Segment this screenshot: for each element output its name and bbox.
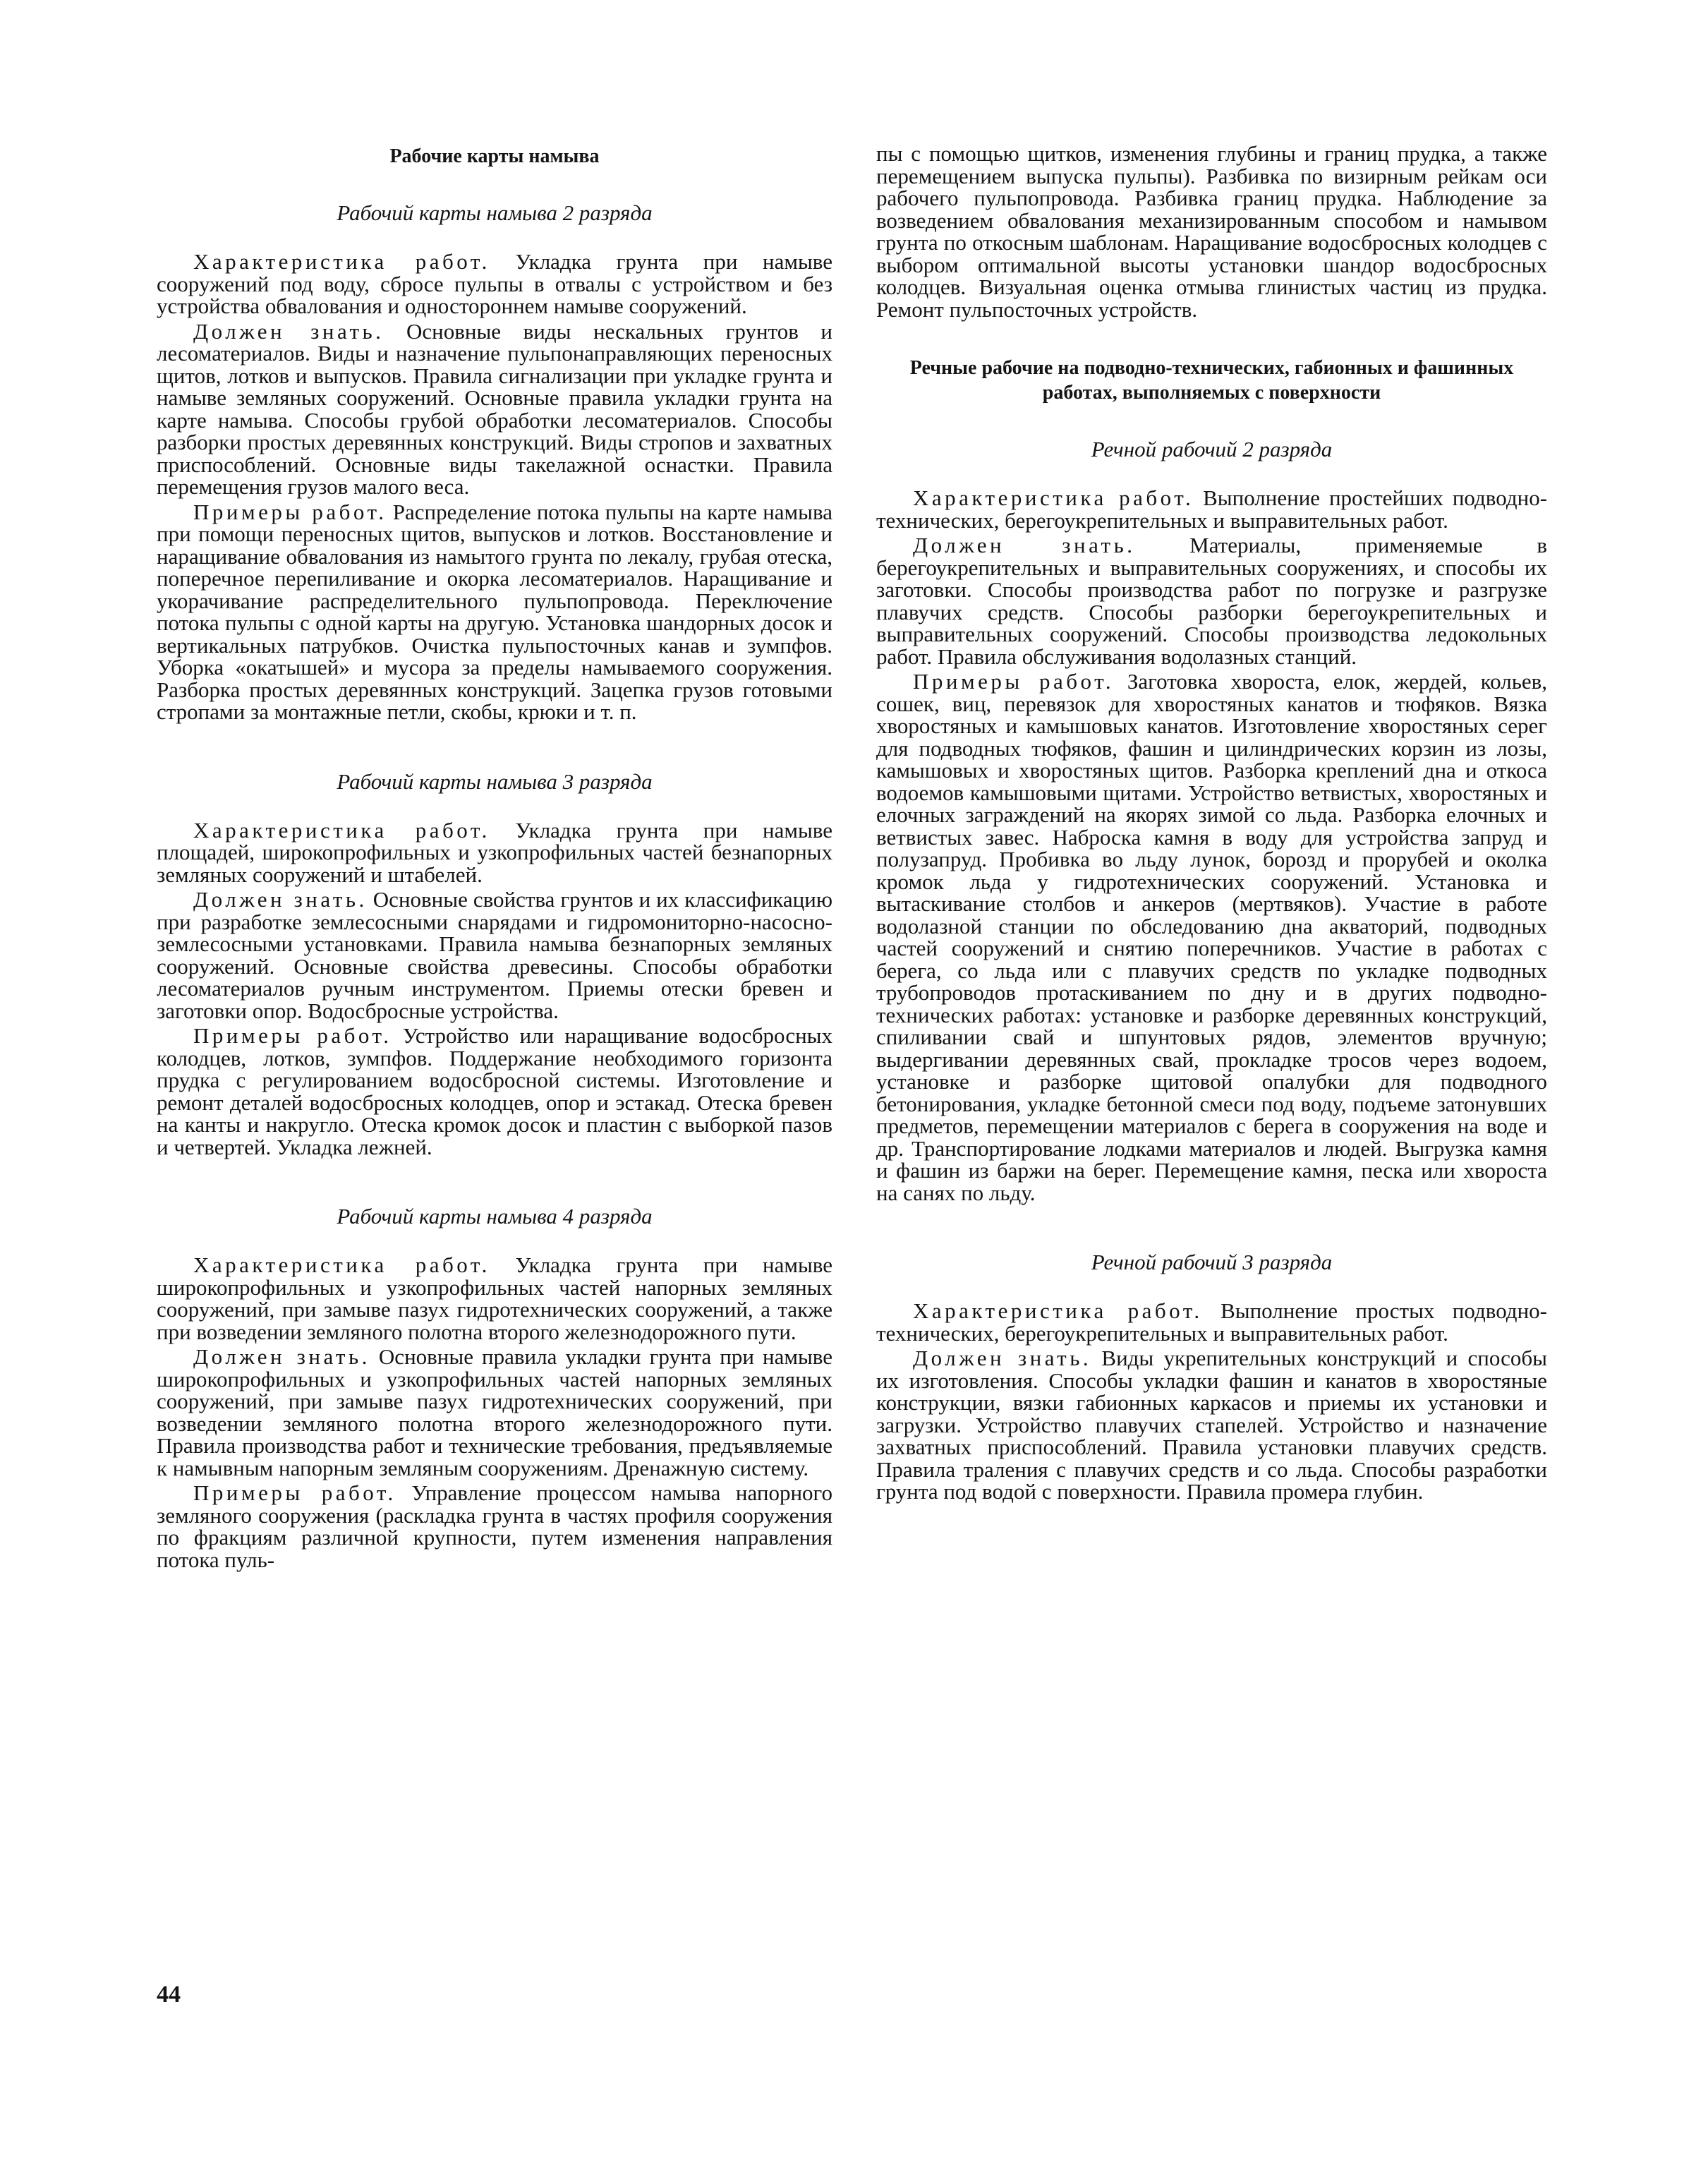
left-column [157, 144, 832, 1574]
text-must-know: Материалы, применяемые в берегоукрепительных и выправительных сооружениях, и способы их заготовки. Способы производства работ по погрузке и разгрузке плавучих средств. Способы разборки берегоукрепительных и выправительных сооружений. Способы производства ледокольных работ. Правила обслуживания водолазных станций. [876, 533, 1547, 669]
subtitle-namyv-4: Рабочий карты намыва 4 разряда [337, 1204, 653, 1229]
paragraph-characteristic [157, 250, 832, 318]
subtitle-namyv-3: Рабочий карты намыва 3 разряда [337, 768, 653, 794]
text-examples: Распределение потока пульпы на карте намыва при помощи переносных щитов, выпусков и лотков. Восстановление и наращивание обвалования из намытого грунта по лекалу, грубая отеска, поперечное перепиливание и окорка лесоматериалов. Наращивание и укорачивание распределительного пульпопровода. Переключение потока пульпы с одной карты на другую. Установка шандорных досок и вертикальных патрубков. Очистка пульпосточных канав и зумпфов. Уборка «окатышей» и мусора за пределы намываемого сооружения. Разборка простых деревянных конструкций. Зацепка грузов готовыми стропами за монтажные петли, скобы, крюки и т. п. [157, 499, 832, 724]
continued-paragraph: пы с помощью щитков, изменения глубины и границ прудка, а также перемещением выпуска пульпы). Разбивка по визирным рейкам оси рабочего пульпопровода. Разбивка границ прудка. Наблюдение за возведением обвалования механизированным способом и намывом грунта по откосным шаблонам. Наращивание водосбросных колодцев с выбором оптимальной высоты установки шандор водосбросных колодцев. Визуальная оценка отмыва глинистых частиц из прудка. Ремонт пульпосточных устройств. [876, 141, 1547, 322]
lead-characteristic: Характеристика работ. [193, 817, 490, 843]
lead-must-know: Должен знать. [913, 1346, 1092, 1370]
lead-must-know: Должен знать. [193, 887, 368, 912]
lead-examples: Примеры работ. [193, 1480, 396, 1505]
lead-must-know: Должен знать. [193, 1344, 370, 1369]
paragraph-examples [876, 670, 1547, 1204]
text-characteristic: Выполнение простейших подводно-технических, берегоукрепительных и выправительных работ. [876, 485, 1548, 533]
lead-characteristic: Характеристика работ. [913, 485, 1194, 510]
text-examples: Устройство или наращивание водосбросных колодцев, лотков, зумпфов. Поддержание необходимого горизонта прудка с регулированием водосбросной системы. Изготовление и ремонт деталей водосбросных колодцев, опор и эстакад. Отеска бревен на канты и накругло. Отеска кромок досок и пластин с выборкой пазов и четвертей. Укладка лежней. [157, 1023, 832, 1159]
page-number: 44 [157, 1981, 181, 2008]
paragraph-characteristic [157, 1254, 832, 1343]
paragraph-must-know [876, 534, 1547, 668]
paragraph-must-know [157, 320, 832, 498]
lead-must-know: Должен знать. [913, 533, 1136, 557]
right-column [876, 143, 1547, 1506]
text-examples: Управление процессом намыва напорного земляного сооружения (раскладка грунта в частях профиля сооружения по фракциям различной крупности, путем изменения направления потока пуль- [157, 1480, 832, 1572]
lead-must-know: Должен знать. [193, 318, 384, 344]
text-examples: Заготовка хвороста, елок, жердей, кольев, сошек, виц, перевязок для хворостяных канатов и тюфяков. Вязка хворостяных и камышовых канатов. Изготовление хворостяных серег для подводных тюфяков, фашин и цилиндрических корзин из лозы, камышовых и хворостяных щитов. Разборка креплений дна и откоса водоемов камышовыми щитами. Устройство ветвистых, хворостяных и елочных заграждений на якорях зимой со льда. Разборка елочных и ветвистых завес. Наброска камня в воду для устройства запруд и полузапруд. Пробивка во льду лунок, борозд и прорубей и околка кромок льда у гидротехнических сооружений. Установка и вытаскивание столбов и анкеров (мертвяков). Участие в работе водолазной станции по обследованию дна акваторий, подводных частей сооружений и снятию поперечников. Участие в работах с берега, со льда или с плавучих средств по укладке подводных трубопроводов протаскиванием по дну и в других подводно-технических работах: установке и разборке деревянных конструкций, спиливании свай и шпунтовых рядов, элементов вручную; выдергивании деревянных свай, прокладке тросов через водоем, установке и разборке щитовой опалубки для подводного бетонирования, укладке бетонной смеси под воду, подъеме затонувших предметов, перемещении материалов с берега в сооружения на воде и др. Транспортирование лодками материалов и людей. Выгрузка камня и фашин из баржи на берег. Перемещение камня, песка или хвороста на санях по льду. [876, 669, 1547, 1205]
lead-characteristic: Характеристика работ. [193, 249, 490, 274]
lead-characteristic: Характеристика работ. [913, 1298, 1203, 1323]
paragraph-must-know [876, 1347, 1547, 1503]
paragraph-must-know [157, 1346, 832, 1479]
paragraph-examples [157, 501, 832, 723]
subtitle-river-2: Речной рабочий 2 разряда [1091, 437, 1333, 461]
text-characteristic: Укладка грунта при намыве сооружений под воду, сбросе пульпы в отвалы с устройством и без устройства обвалования и одностороннем намыве сооружений. [157, 249, 832, 318]
text-must-know: Основные правила укладки грунта при намыве широкопрофильных и узкопрофильных частей напорных земляных сооружений, при замыве пазух гидротехнических сооружений, при возведении земляного полотна второго железнодорожного пути. Правила производства работ и технические требования, предъявляемые к намывным напорным земляным сооружениям. Дренажную систему. [157, 1344, 833, 1480]
text-must-know: Виды укрепительных конструкций и способы их изготовления. Способы укладки фашин и канатов в хворостяные конструкции, вязки габионных каркасов и приемы их установки и загрузки. Устройство плавучих стапелей. Устройство и назначение захватных приспособлений. Правила установки плавучих средств. Правила траления с плавучих средств и со льда. Способы разработки грунта под водой с поверхности. Правила промера глубин. [876, 1346, 1548, 1504]
paragraph-characteristic [157, 819, 832, 886]
section-title-namyv: Рабочие карты намыва [389, 145, 600, 167]
paragraph-characteristic [876, 1300, 1547, 1344]
paragraph-characteristic [876, 487, 1547, 531]
paragraph-examples [157, 1482, 832, 1571]
lead-examples: Примеры работ. [193, 499, 387, 524]
subtitle-namyv-2: Рабочий карты намыва 2 разряда [337, 200, 653, 225]
paragraph-examples [157, 1025, 832, 1158]
text-characteristic: Укладка грунта при намыве площадей, широкопрофильных и узкопрофильных частей безнапорных земляных сооружений и штабелей. [157, 817, 832, 887]
text-characteristic: Укладка грунта при намыве широкопрофильных и узкопрофильных частей напорных земляных сооружений, при замыве пазух гидротехнических сооружений, а также при возведении земляного полотна второго железнодорожного пути. [157, 1252, 832, 1344]
section-title-river-workers: Речные рабочие на подводно-технических, габионных и фашинных работах, выполняемых с поверхности [909, 357, 1514, 404]
paragraph-must-know [157, 888, 832, 1022]
lead-characteristic: Характеристика работ. [193, 1252, 490, 1277]
lead-examples: Примеры работ. [193, 1023, 392, 1048]
subtitle-river-3: Речной рабочий 3 разряда [1091, 1250, 1333, 1274]
text-must-know: Основные свойства грунтов и их классификацию при разработке землесосными снарядами и гидромониторно-насосно-землесосными установками. Правила намыва безнапорных земляных сооружений. Основные свойства древесины. Способы обработки лесоматериалов ручным инструментом. Приемы отески бревен и заготовки опор. Водосбросные устройства. [157, 887, 832, 1023]
text-characteristic: Выполнение простых подводно-технических, берегоукрепительных и выправительных работ. [876, 1298, 1547, 1346]
lead-examples: Примеры работ. [913, 669, 1115, 694]
text-must-know: Основные виды нескальных грунтов и лесоматериалов. Виды и назначение пульпонаправляющих переносных щитов, лотков и выпусков. Правила сигнализации при укладке грунта и намыве земляных сооружений. Основные правила укладки грунта на карте намыва. Способы грубой обработки лесоматериалов. Способы разборки простых деревянных конструкций. Виды стропов и захватных приспособлений. Основные виды такелажной оснастки. Правила перемещения грузов малого веса. [157, 318, 833, 499]
